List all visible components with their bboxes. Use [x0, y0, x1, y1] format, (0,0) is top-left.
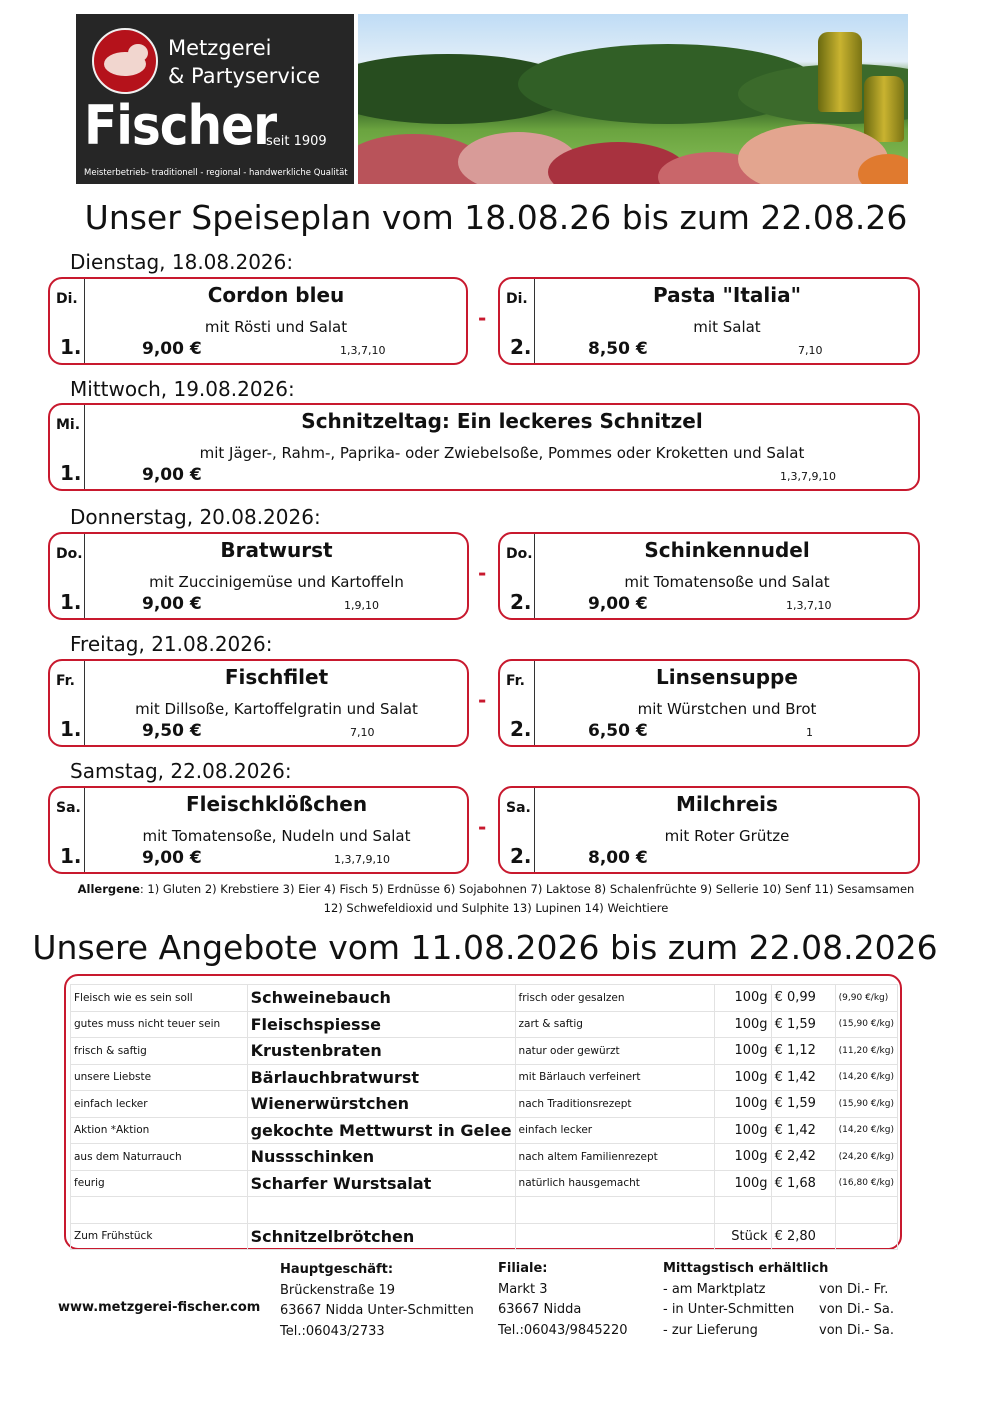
offer-price	[771, 1197, 835, 1224]
dish-name: Milchreis	[676, 792, 778, 816]
branch-city: 63667 Nidda	[498, 1302, 582, 1317]
lunch-days: von Di.- Sa.	[819, 1322, 894, 1338]
offers-table	[70, 984, 898, 1250]
brand-subtitle	[168, 34, 320, 90]
offers-title: Unsere Angebote vom 11.08.2026 bis zum 22.08.2026	[32, 928, 938, 967]
offer-unit: 100g	[715, 1011, 771, 1038]
main-store-city: 63667 Nidda Unter-Schmitten	[280, 1303, 474, 1318]
offer-unit: 100g	[715, 985, 771, 1012]
dish-price: 8,00 €	[588, 848, 648, 868]
brand-name: Fischer	[84, 94, 277, 157]
offer-unit: 100g	[715, 1144, 771, 1171]
branch-street: Markt 3	[498, 1281, 548, 1297]
offer-name: gekochte Mettwurst in Gelee	[247, 1117, 515, 1144]
offer-price: € 1,59	[771, 1091, 835, 1118]
offer-price-per-kg: (15,90 €/kg)	[835, 1091, 897, 1118]
dish-allergens: 1,3,7,9,10	[780, 470, 836, 483]
lunch-location: - zur Lieferung	[663, 1322, 758, 1338]
offer-name: Bärlauchbratwurst	[247, 1064, 515, 1091]
day-abbr: Mi.	[56, 417, 81, 433]
dish-card-thursday-1	[48, 532, 469, 620]
day-label-tuesday: Dienstag, 18.08.2026:	[70, 250, 294, 274]
offer-tag: frisch & saftig	[71, 1038, 248, 1065]
dish-name: Pasta "Italia"	[652, 283, 802, 307]
dish-allergens: 1,9,10	[344, 599, 379, 612]
offer-price: € 1,42	[771, 1117, 835, 1144]
dish-separator: -	[478, 815, 487, 839]
dish-number: 1.	[60, 844, 82, 868]
dish-side: mit Roter Grütze	[664, 827, 790, 845]
day-abbr: Fr.	[506, 673, 525, 689]
dish-name: Schnitzeltag: Ein leckeres Schnitzel	[301, 409, 703, 433]
dish-number: 1.	[60, 461, 82, 485]
branch-phone: Tel.:06043/9845220	[498, 1322, 628, 1338]
dish-card-tuesday-1	[48, 277, 468, 365]
day-label-friday: Freitag, 21.08.2026:	[70, 632, 273, 656]
dish-side: mit Rösti und Salat	[204, 318, 348, 336]
lunch-location: - am Marktplatz	[663, 1281, 766, 1297]
offer-price-per-kg: (14,20 €/kg)	[835, 1064, 897, 1091]
offer-description: zart & saftig	[515, 1011, 715, 1038]
dish-price: 9,00 €	[142, 465, 202, 485]
dish-price: 9,00 €	[142, 594, 202, 614]
meat-landscape-photo	[358, 14, 908, 184]
allergen-label: Allergene	[77, 882, 140, 896]
dish-number: 1.	[60, 335, 82, 359]
allergen-legend	[40, 880, 952, 918]
dish-separator: -	[478, 561, 487, 585]
offer-price-per-kg: (11,20 €/kg)	[835, 1038, 897, 1065]
offer-row	[71, 1091, 898, 1118]
offer-name: Wienerwürstchen	[247, 1091, 515, 1118]
dish-allergens: 1,3,7,9,10	[334, 853, 390, 866]
offer-price-per-kg: (14,20 €/kg)	[835, 1117, 897, 1144]
offer-price-per-kg	[835, 1223, 897, 1250]
menu-title: Unser Speiseplan vom 18.08.26 bis zum 22.08.26	[84, 198, 908, 237]
dish-side: mit Zuccinigemüse und Kartoffeln	[149, 573, 404, 591]
offer-description: natur oder gewürzt	[515, 1038, 715, 1065]
offer-price-per-kg: (15,90 €/kg)	[835, 1011, 897, 1038]
offer-tag: Fleisch wie es sein soll	[71, 985, 248, 1012]
offer-row	[71, 1197, 898, 1224]
offer-price: € 2,42	[771, 1144, 835, 1171]
dish-card-tuesday-2	[498, 277, 920, 365]
main-store-title: Hauptgeschäft:	[280, 1262, 394, 1277]
offer-price: € 1,59	[771, 1011, 835, 1038]
brand-line2: & Partyservice	[168, 64, 321, 88]
day-abbr: Do.	[506, 546, 533, 562]
offer-row	[71, 1064, 898, 1091]
pig-logo-icon	[92, 28, 158, 94]
dish-separator: -	[478, 306, 487, 330]
offer-name: Krustenbraten	[247, 1038, 515, 1065]
offer-row	[71, 1038, 898, 1065]
lunch-info	[663, 1259, 903, 1341]
dish-number: 2.	[510, 335, 532, 359]
website[interactable]: www.metzgerei-fischer.com	[58, 1300, 261, 1315]
offer-price: € 0,99	[771, 985, 835, 1012]
dish-name: Cordon bleu	[207, 283, 345, 307]
offer-row	[71, 1223, 898, 1250]
offer-unit: 100g	[715, 1170, 771, 1197]
offer-name: Fleischspiesse	[247, 1011, 515, 1038]
main-store-street: Brückenstraße 19	[280, 1282, 395, 1298]
offer-price-per-kg: (16,80 €/kg)	[835, 1170, 897, 1197]
dish-card-saturday-1	[48, 786, 469, 874]
day-abbr: Fr.	[56, 673, 75, 689]
offer-row	[71, 1144, 898, 1171]
offer-unit: 100g	[715, 1064, 771, 1091]
offer-name: Schweinebauch	[247, 985, 515, 1012]
offer-description: mit Bärlauch verfeinert	[515, 1064, 715, 1091]
offer-unit: 100g	[715, 1091, 771, 1118]
dish-price: 9,00 €	[588, 594, 648, 614]
offer-price: € 1,42	[771, 1064, 835, 1091]
offer-tag: gutes muss nicht teuer sein	[71, 1011, 248, 1038]
allergen-line2: 12) Schwefeldioxid und Sulphite 13) Lupinen 14) Weichtiere	[323, 901, 669, 915]
offer-unit: Stück	[715, 1223, 771, 1250]
offer-tag: Zum Frühstück	[71, 1223, 248, 1250]
branch-title: Filiale:	[498, 1261, 548, 1276]
dish-card-saturday-2	[498, 786, 920, 874]
dish-name: Fischfilet	[224, 665, 329, 689]
dish-number: 2.	[510, 844, 532, 868]
dish-allergens: 1,3,7,10	[786, 599, 832, 612]
dish-side: mit Würstchen und Brot	[637, 700, 817, 718]
day-abbr: Di.	[506, 291, 528, 307]
dish-price: 9,00 €	[142, 848, 202, 868]
dish-card-thursday-2	[498, 532, 920, 620]
offer-tag: unsere Liebste	[71, 1064, 248, 1091]
branch-address	[498, 1259, 628, 1341]
dish-separator: -	[478, 688, 487, 712]
allergen-line1: : 1) Gluten 2) Krebstiere 3) Eier 4) Fisch 5) Erdnüsse 6) Sojabohnen 7) Laktose 8) Schalenfrüchte 9) Sellerie 10) Senf 11) Sesamsamen	[139, 882, 915, 896]
offer-name: Schnitzelbrötchen	[247, 1223, 515, 1250]
dish-card-wednesday-1	[48, 403, 920, 491]
offer-description: natürlich hausgemacht	[515, 1170, 715, 1197]
dish-side: mit Tomatensoße, Nudeln und Salat	[142, 827, 411, 845]
dish-side: mit Salat	[693, 318, 761, 336]
day-abbr: Sa.	[56, 800, 81, 816]
offer-price: € 1,68	[771, 1170, 835, 1197]
offer-name: Nussschinken	[247, 1144, 515, 1171]
dish-side: mit Jäger-, Rahm-, Paprika- oder Zwiebelsoße, Pommes oder Kroketten und Salat	[199, 444, 805, 462]
logo	[76, 14, 354, 184]
offer-description	[515, 1197, 715, 1224]
dish-price: 8,50 €	[588, 339, 648, 359]
brand-tagline: Meisterbetrieb- traditionell - regional - handwerkliche Qualität	[84, 168, 348, 178]
dish-price: 9,00 €	[142, 339, 202, 359]
dish-name: Linsensuppe	[656, 665, 798, 689]
offer-name	[247, 1197, 515, 1224]
offer-unit	[715, 1197, 771, 1224]
offer-description: einfach lecker	[515, 1117, 715, 1144]
dish-price: 9,50 €	[142, 721, 202, 741]
main-store-address	[280, 1260, 474, 1342]
day-label-wednesday: Mittwoch, 19.08.2026:	[70, 377, 295, 401]
offer-description	[515, 1223, 715, 1250]
dish-number: 1.	[60, 717, 82, 741]
dish-allergens: 7,10	[798, 344, 823, 357]
offer-row	[71, 1170, 898, 1197]
offer-price-per-kg: (9,90 €/kg)	[835, 985, 897, 1012]
dish-allergens: 7,10	[350, 726, 375, 739]
lunch-title: Mittagstisch erhältlich	[663, 1261, 829, 1276]
dish-name: Fleischklößchen	[185, 792, 368, 816]
dish-price: 6,50 €	[588, 721, 648, 741]
offer-row	[71, 1011, 898, 1038]
offer-price: € 1,12	[771, 1038, 835, 1065]
offer-tag	[71, 1197, 248, 1224]
offer-unit: 100g	[715, 1117, 771, 1144]
header-banner	[76, 14, 908, 184]
dish-allergens: 1	[806, 726, 813, 739]
offer-description: nach altem Familienrezept	[515, 1144, 715, 1171]
brand-line1: Metzgerei	[168, 36, 272, 60]
offer-price-per-kg	[835, 1197, 897, 1224]
offer-tag: aus dem Naturrauch	[71, 1144, 248, 1171]
lunch-days: von Di.- Fr.	[819, 1281, 889, 1297]
offer-tag: Aktion *Aktion	[71, 1117, 248, 1144]
day-label-saturday: Samstag, 22.08.2026:	[70, 759, 292, 783]
lunch-location: - in Unter-Schmitten	[663, 1302, 795, 1317]
day-abbr: Sa.	[506, 800, 531, 816]
dish-card-friday-1	[48, 659, 469, 747]
offer-tag: einfach lecker	[71, 1091, 248, 1118]
offer-description: nach Traditionsrezept	[515, 1091, 715, 1118]
day-abbr: Di.	[56, 291, 78, 307]
offer-row	[71, 985, 898, 1012]
offer-tag: feurig	[71, 1170, 248, 1197]
dish-side: mit Tomatensoße und Salat	[624, 573, 830, 591]
day-abbr: Do.	[56, 546, 83, 562]
dish-side: mit Dillsoße, Kartoffelgratin und Salat	[135, 700, 418, 718]
offers-table-frame	[64, 974, 902, 1250]
offer-unit: 100g	[715, 1038, 771, 1065]
offer-description: frisch oder gesalzen	[515, 985, 715, 1012]
dish-number: 1.	[60, 590, 82, 614]
day-label-thursday: Donnerstag, 20.08.2026:	[70, 505, 321, 529]
offer-price: € 2,80	[771, 1223, 835, 1250]
lunch-days: von Di.- Sa.	[819, 1302, 894, 1317]
dish-number: 2.	[510, 590, 532, 614]
dish-number: 2.	[510, 717, 532, 741]
main-store-phone: Tel.:06043/2733	[280, 1323, 385, 1339]
offer-row	[71, 1117, 898, 1144]
brand-since: seit 1909	[266, 134, 327, 149]
offer-price-per-kg: (24,20 €/kg)	[835, 1144, 897, 1171]
dish-card-friday-2	[498, 659, 920, 747]
dish-name: Schinkennudel	[644, 538, 810, 562]
offer-name: Scharfer Wurstsalat	[247, 1170, 515, 1197]
dish-allergens: 1,3,7,10	[340, 344, 386, 357]
dish-name: Bratwurst	[220, 538, 333, 562]
